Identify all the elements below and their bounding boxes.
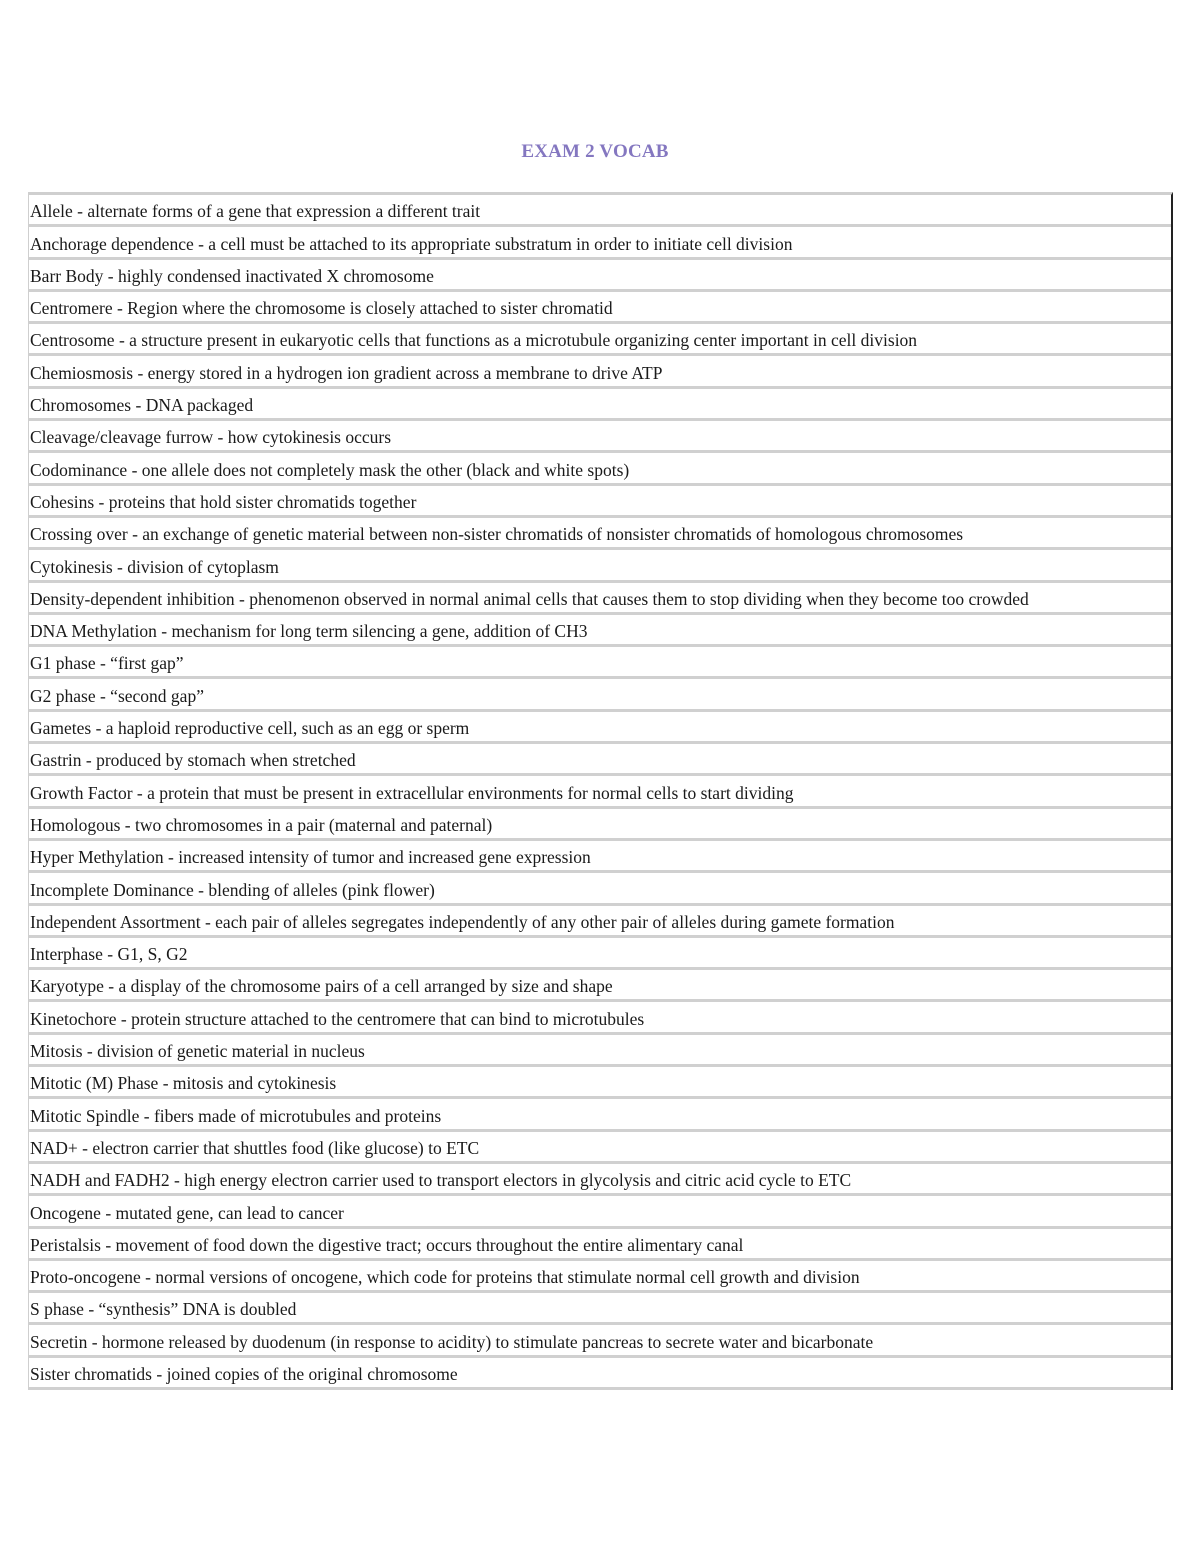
vocab-table — [28, 192, 1173, 1390]
vocab-row: Independent Assortment - each pair of alleles segregates independently of any other pair of alleles during gamete formation — [29, 906, 1171, 938]
vocab-row: Cytokinesis - division of cytoplasm — [29, 550, 1171, 582]
vocab-row: Chemiosmosis - energy stored in a hydrogen ion gradient across a membrane to drive ATP — [29, 356, 1171, 388]
vocab-row: Growth Factor - a protein that must be present in extracellular environments for normal cells to start dividing — [29, 776, 1171, 808]
vocab-row: Allele - alternate forms of a gene that expression a different trait — [29, 195, 1171, 227]
vocab-row: NAD+ - electron carrier that shuttles food (like glucose) to ETC — [29, 1132, 1171, 1164]
vocab-row: Mitosis - division of genetic material in nucleus — [29, 1035, 1171, 1067]
vocab-row: Incomplete Dominance - blending of alleles (pink flower) — [29, 873, 1171, 905]
vocab-row: Kinetochore - protein structure attached to the centromere that can bind to microtubules — [29, 1002, 1171, 1034]
vocab-row: Secretin - hormone released by duodenum (in response to acidity) to stimulate pancreas to secrete water and bicarbonate — [29, 1325, 1171, 1357]
vocab-row: Centromere - Region where the chromosome is closely attached to sister chromatid — [29, 292, 1171, 324]
vocab-row: G1 phase - “first gap” — [29, 647, 1171, 679]
vocab-row: Cleavage/cleavage furrow - how cytokinesis occurs — [29, 421, 1171, 453]
vocab-row: Density-dependent inhibition - phenomenon observed in normal animal cells that causes them to stop dividing when they become too crowded — [29, 583, 1171, 615]
vocab-row: Hyper Methylation - increased intensity of tumor and increased gene expression — [29, 841, 1171, 873]
vocab-row: Peristalsis - movement of food down the digestive tract; occurs throughout the entire alimentary canal — [29, 1229, 1171, 1261]
vocab-row: Centrosome - a structure present in eukaryotic cells that functions as a microtubule organizing center important in cell division — [29, 324, 1171, 356]
vocab-row: Sister chromatids - joined copies of the original chromosome — [29, 1358, 1171, 1390]
vocab-row: Oncogene - mutated gene, can lead to cancer — [29, 1196, 1171, 1228]
vocab-row: Karyotype - a display of the chromosome pairs of a cell arranged by size and shape — [29, 970, 1171, 1002]
vocab-row: Mitotic (M) Phase - mitosis and cytokinesis — [29, 1067, 1171, 1099]
vocab-row: NADH and FADH2 - high energy electron carrier used to transport electors in glycolysis and citric acid cycle to ETC — [29, 1164, 1171, 1196]
vocab-row: S phase - “synthesis” DNA is doubled — [29, 1293, 1171, 1325]
vocab-row: Anchorage dependence - a cell must be attached to its appropriate substratum in order to initiate cell division — [29, 227, 1171, 259]
page-title: EXAM 2 VOCAB — [521, 141, 669, 162]
vocab-row: G2 phase - “second gap” — [29, 679, 1171, 711]
vocab-row: Homologous - two chromosomes in a pair (maternal and paternal) — [29, 809, 1171, 841]
vocab-row: Barr Body - highly condensed inactivated X chromosome — [29, 260, 1171, 292]
vocab-row: Cohesins - proteins that hold sister chromatids together — [29, 486, 1171, 518]
vocab-row: Proto-oncogene - normal versions of oncogene, which code for proteins that stimulate normal cell growth and division — [29, 1261, 1171, 1293]
vocab-row: Gametes - a haploid reproductive cell, such as an egg or sperm — [29, 712, 1171, 744]
vocab-row: Chromosomes - DNA packaged — [29, 389, 1171, 421]
vocab-row: Interphase - G1, S, G2 — [29, 938, 1171, 970]
vocab-row: DNA Methylation - mechanism for long term silencing a gene, addition of CH3 — [29, 615, 1171, 647]
vocab-row: Crossing over - an exchange of genetic material between non-sister chromatids of nonsister chromatids of homologous chromosomes — [29, 518, 1171, 550]
vocab-row: Codominance - one allele does not completely mask the other (black and white spots) — [29, 453, 1171, 485]
vocab-row: Mitotic Spindle - fibers made of microtubules and proteins — [29, 1099, 1171, 1131]
vocab-row: Gastrin - produced by stomach when stretched — [29, 744, 1171, 776]
